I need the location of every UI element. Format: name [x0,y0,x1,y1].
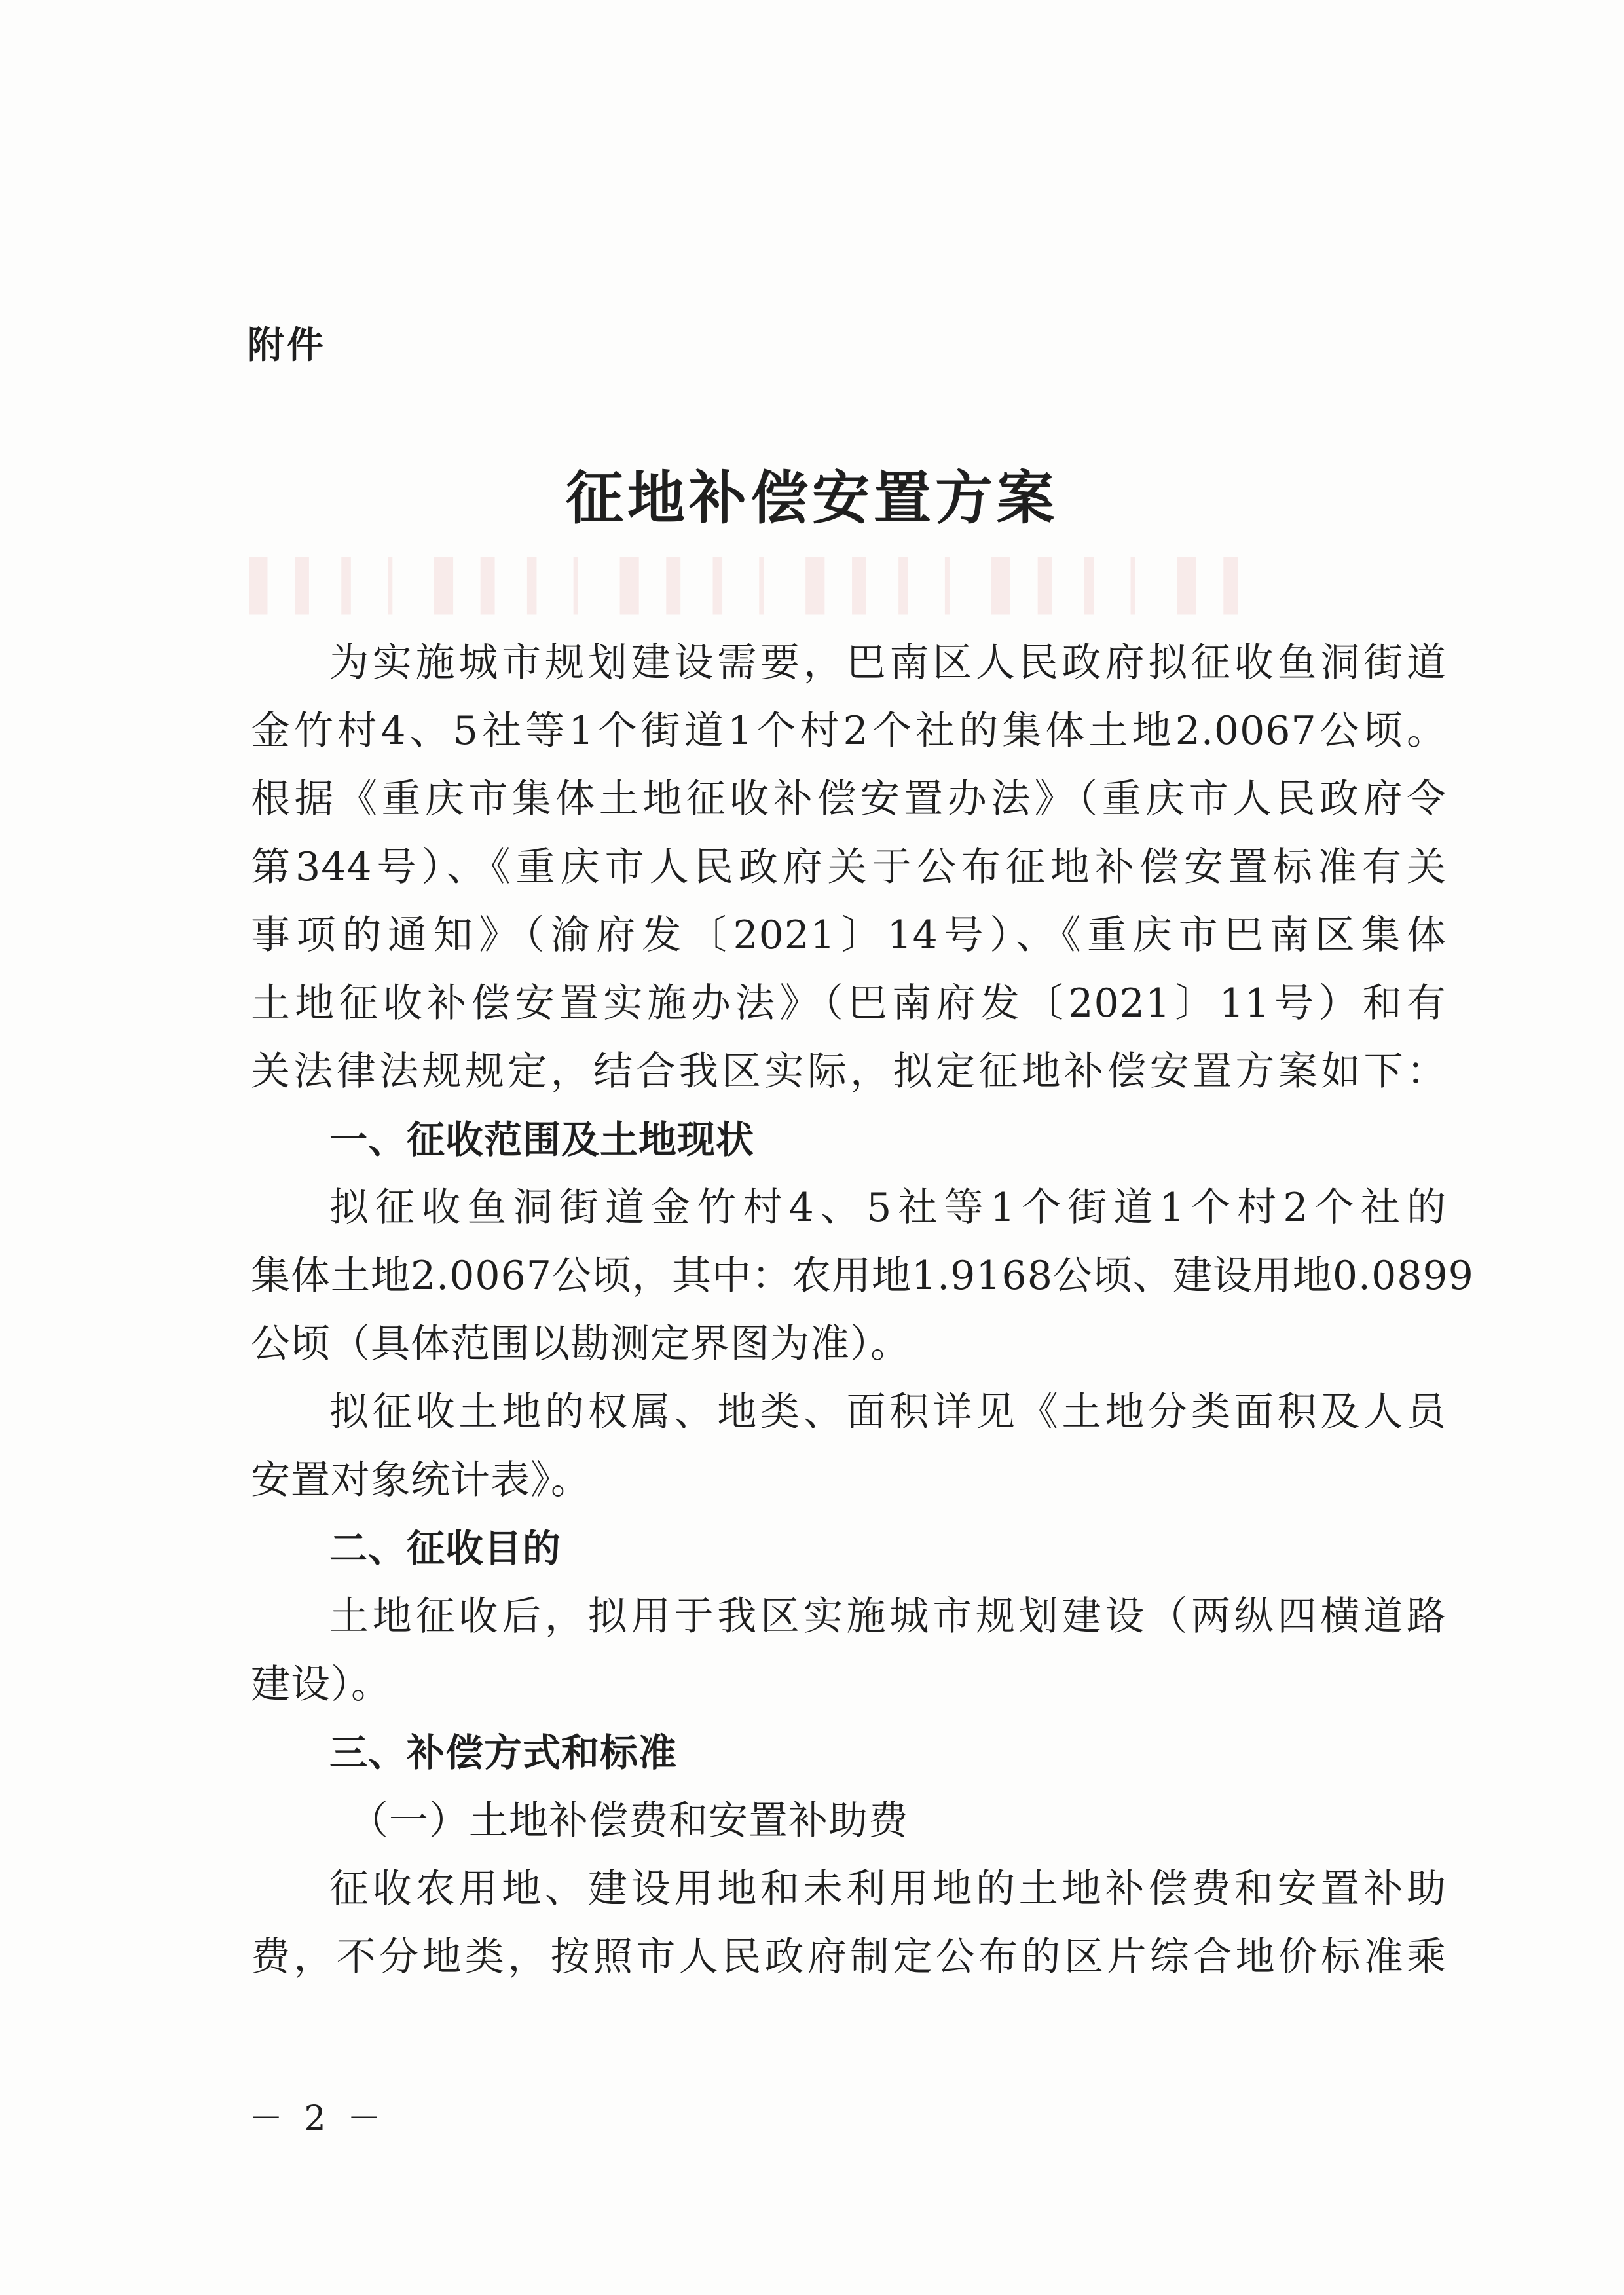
show-through-stamp-residue: ▌▍▎▏▌▍▎▏▌▍▎▏▌▍▎▏▌▍▎▏▌▍ [249,558,1271,614]
body-text-line: 费，不分地类，按照市人民政府制定公布的区片综合地价标准乘 [251,1934,1447,1980]
attachment-label: 附件 [248,324,326,367]
subsection-heading: （一）土地补偿费和安置补助费 [349,1798,908,1844]
body-text-line: 土地征收补偿安置实施办法》（巴南府发〔2021〕11号）和有 [251,980,1447,1026]
section-heading: 一、征收范围及土地现状 [329,1117,755,1162]
document-title: 征地补偿安置方案 [565,464,1058,532]
body-text-line: 关法律法规规定，结合我区实际，拟定征地补偿安置方案如下： [251,1049,1447,1094]
body-text-line: 拟征收鱼洞街道金竹村4、5社等1个街道1个村2个社的 [329,1185,1447,1231]
body-text-line: 拟征收土地的权属、地类、面积详见《土地分类面积及人员 [329,1389,1447,1435]
document-body [251,629,1474,1991]
body-text-line: 事项的通知》（渝府发〔2021〕14号）、《重庆市巴南区集体 [251,912,1447,958]
section-heading: 二、征收目的 [329,1526,562,1571]
body-text-line: 金竹村4、5社等1个街道1个村2个社的集体土地2.0067公顷。 [251,708,1447,754]
body-text-line: 公顷（具体范围以勘测定界图为准）。 [251,1321,910,1367]
body-text-line: 土地征收后，拟用于我区实施城市规划建设（两纵四横道路 [329,1594,1447,1639]
body-text-line: 集体土地2.0067公顷，其中：农用地1.9168公顷、建设用地0.0899 [251,1253,1474,1299]
body-text-line: 根据《重庆市集体土地征收补偿安置办法》（重庆市人民政府令 [251,776,1447,822]
page-number: － 2 － [249,2099,387,2138]
body-text-line: 第344号）、《重庆市人民政府关于公布征地补偿安置标准有关 [251,844,1447,890]
body-text-line: 建设）。 [251,1662,391,1707]
body-text-line: 安置对象统计表》。 [251,1457,591,1503]
body-text-line: 征收农用地、建设用地和未利用地的土地补偿费和安置补助 [329,1866,1447,1912]
section-heading: 三、补偿方式和标准 [329,1730,678,1775]
body-text-line: 为实施城市规划建设需要，巴南区人民政府拟征收鱼洞街道 [329,640,1447,686]
